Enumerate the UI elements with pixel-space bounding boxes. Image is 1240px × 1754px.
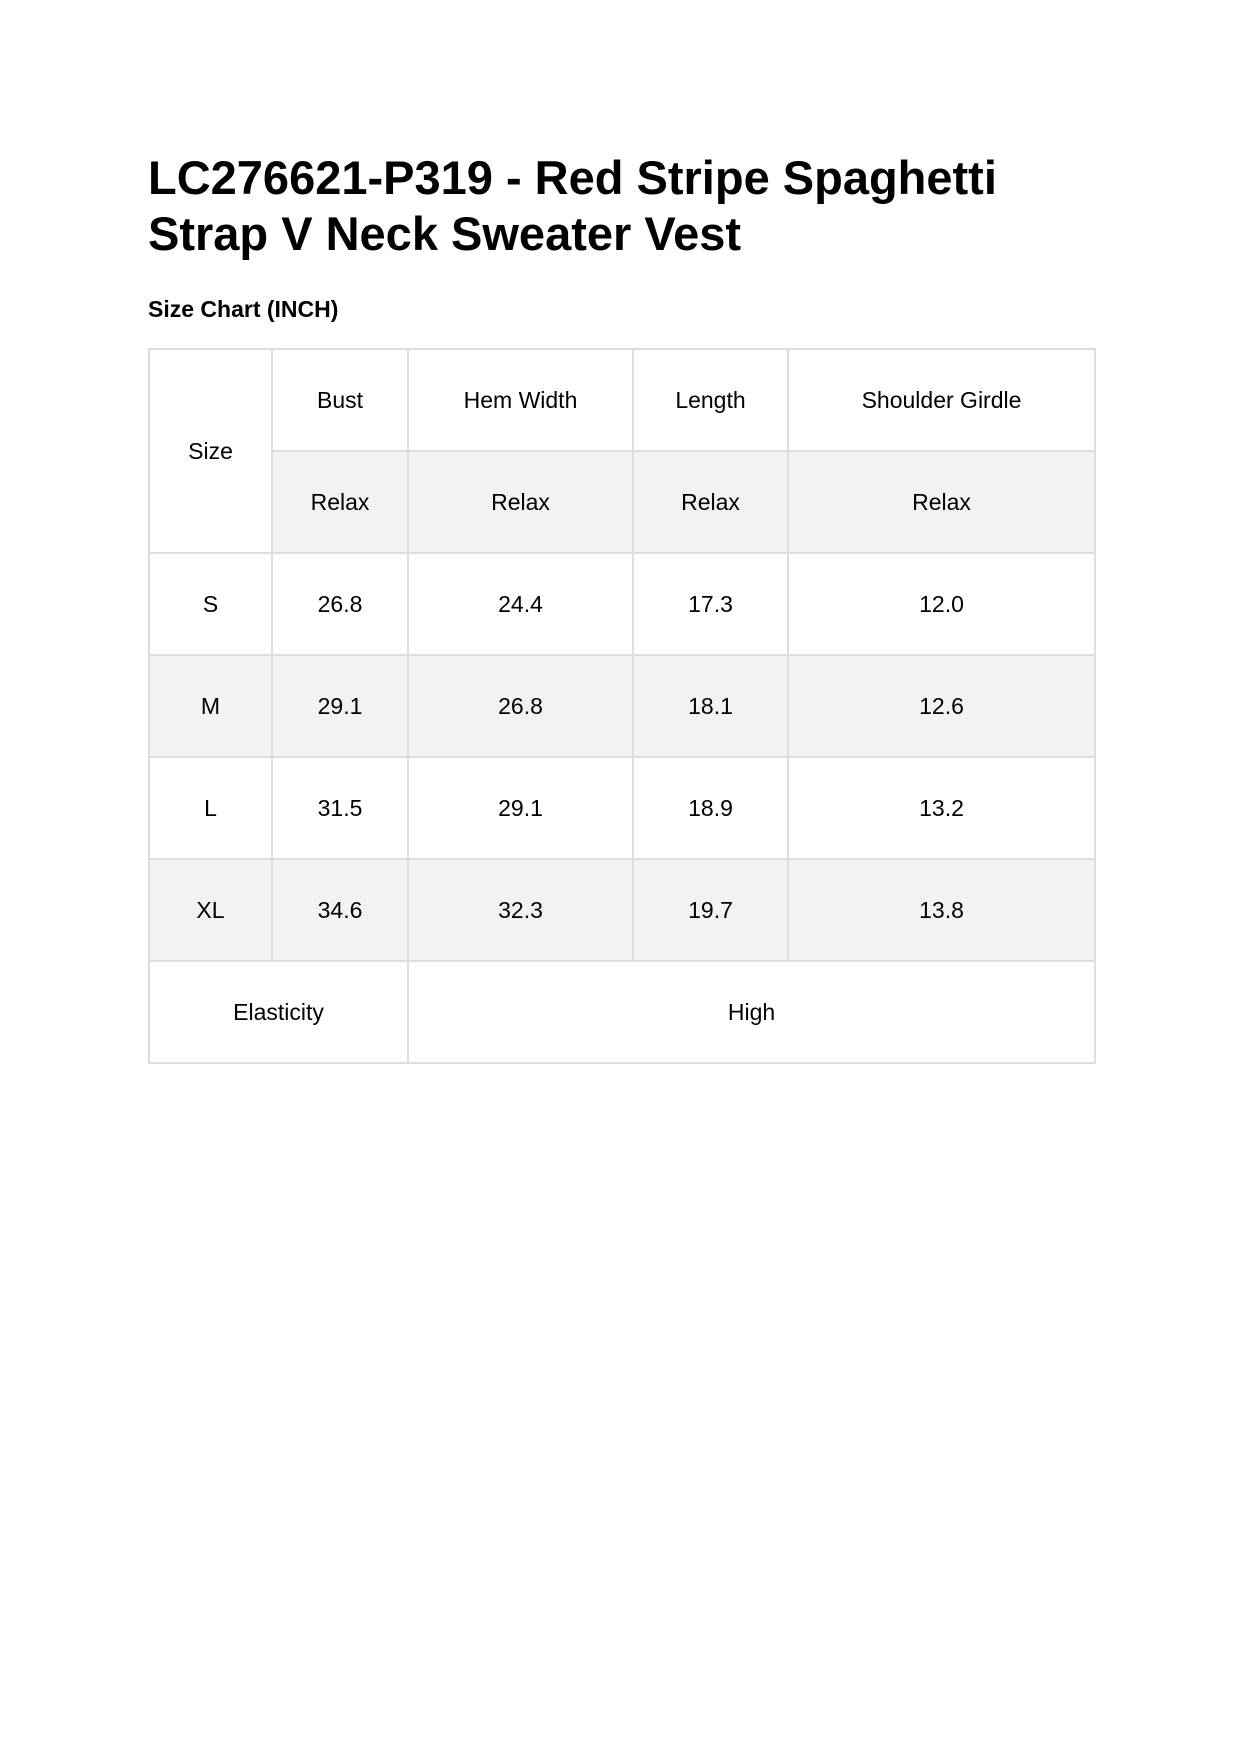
column-subheader: Relax (408, 451, 633, 553)
column-header: Shoulder Girdle (788, 349, 1095, 451)
elasticity-row (149, 961, 1095, 1063)
value-cell: 12.0 (788, 553, 1095, 655)
value-cell: 18.1 (633, 655, 788, 757)
column-header: Length (633, 349, 788, 451)
value-cell: 18.9 (633, 757, 788, 859)
size-chart-title: Size Chart (INCH) (148, 296, 339, 322)
value-cell: 24.4 (408, 553, 633, 655)
column-subheader: Relax (633, 451, 788, 553)
size-cell: XL (149, 859, 272, 961)
value-cell: 29.1 (272, 655, 408, 757)
column-subheader: Relax (788, 451, 1095, 553)
table-row (149, 859, 1095, 961)
size-cell: S (149, 553, 272, 655)
page-title: LC276621-P319 - Red Stripe Spaghetti Strap V Neck Sweater Vest (148, 151, 997, 260)
table-row (149, 655, 1095, 757)
column-header: Bust (272, 349, 408, 451)
size-chart-table (148, 348, 1096, 1064)
value-cell: 26.8 (272, 553, 408, 655)
size-column-header: Size (149, 349, 272, 553)
value-cell: 26.8 (408, 655, 633, 757)
subheader-row (149, 451, 1095, 553)
table-row (149, 553, 1095, 655)
value-cell: 19.7 (633, 859, 788, 961)
value-cell: 12.6 (788, 655, 1095, 757)
value-cell: 32.3 (408, 859, 633, 961)
table-row (149, 757, 1095, 859)
elasticity-value: High (408, 961, 1095, 1063)
column-header: Hem Width (408, 349, 633, 451)
value-cell: 13.8 (788, 859, 1095, 961)
value-cell: 29.1 (408, 757, 633, 859)
value-cell: 31.5 (272, 757, 408, 859)
value-cell: 17.3 (633, 553, 788, 655)
elasticity-label: Elasticity (149, 961, 408, 1063)
value-cell: 34.6 (272, 859, 408, 961)
value-cell: 13.2 (788, 757, 1095, 859)
size-cell: M (149, 655, 272, 757)
size-cell: L (149, 757, 272, 859)
column-subheader: Relax (272, 451, 408, 553)
header-row (149, 349, 1095, 451)
